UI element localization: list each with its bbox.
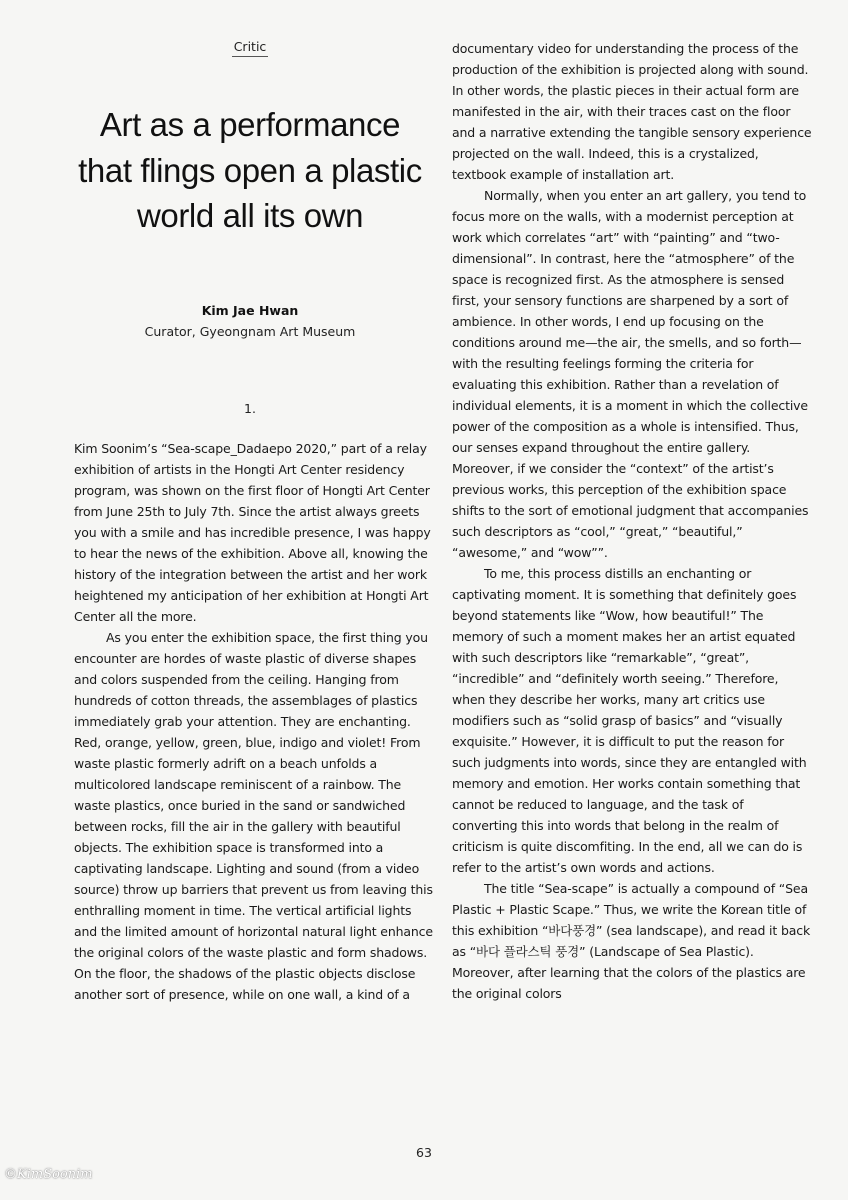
left-text-column xyxy=(74,438,434,1005)
right-text-column xyxy=(452,38,812,1004)
left-paragraph-1: Kim Soonim’s “Sea-scape_Dadaepo 2020,” part of a relay exhibition of artists in the Hongti Art Center residency program, was shown on the first floor of Hongti Art Center from June 25th to July 7th. Since the artist always greets you with a smile and has incredible presence, I was happy to hear the news of the exhibition. Above all, knowing the history of the integration between the artist and her work heightened my anticipation of her exhibition at Hongti Art Center all the more. xyxy=(74,441,431,624)
right-paragraph-3: To me, this process distills an enchanting or captivating moment. It is something that definitely goes beyond statements like “Wow, how beautiful!” The memory of such a moment makes her an artist equated with such descriptors like “remarkable”, “great”, “incredible” and “definitely worth seeing.” Therefore, when they describe her works, many art critics use modifiers such as “solid grasp of basics” and “visually exquisite.” However, it is difficult to put the reason for such judgments into words, since they are entangled with memory and emotion. Her works contain something that cannot be reduced to language, and the task of converting this into words that belong in the realm of criticism is quite discomfiting. In the end, all we can do is refer to the artist’s own words and actions. xyxy=(452,566,807,875)
right-paragraph-1: documentary video for understanding the process of the production of the exhibition is projected along with sound. In other words, the plastic pieces in their actual form are manifested in the air, with their traces cast on the floor and a narrative extending the tangible sensory experience projected on the wall. Indeed, this is a crystalized, textbook example of installation art. xyxy=(452,41,812,182)
right-paragraph-4: The title “Sea-scape” is actually a compound of “Sea Plastic + Plastic Scape.” Thus, we write the Korean title of this exhibition “바다풍경” (sea landscape), and read it back as “바다 플라스틱 풍경” (Landscape of Sea Plastic). Moreover, after learning that the colors of the plastics are the original colors xyxy=(452,881,811,1001)
author-name: Kim Jae Hwan xyxy=(201,303,299,318)
left-paragraph-2: As you enter the exhibition space, the first thing you encounter are hordes of waste plastic of diverse shapes and colors suspended from the ceiling. Hanging from hundreds of cotton threads, the assemblages of plastics immediately grab your attention. They are enchanting. Red, orange, yellow, green, blue, indigo and violet! From waste plastic formerly adrift on a beach unfolds a multicolored landscape reminiscent of a rainbow. The waste plastics, once buried in the sand or sandwiched between rocks, fill the air in the gallery with beautiful objects. The exhibition space is transformed into a captivating landscape. Lighting and sound (from a video source) throw up barriers that prevent us from leaving this enthralling moment in time. The vertical artificial lights and the limited amount of horizontal natural light enhance the original colors of the waste plastic and form shadows. On the floor, the shadows of the plastic objects disclose another sort of presence, while on one wall, a kind of a xyxy=(74,630,433,1002)
copyright-watermark: ©KimSoonim xyxy=(4,1167,93,1182)
page-number: 63 xyxy=(416,1145,432,1160)
right-paragraph-2: Normally, when you enter an art gallery, you tend to focus more on the walls, with a modernist perception at work which correlates “art” with “painting” and “two-dimensional”. In contrast, here the “atmosphere” of the space is recognized first. As the atmosphere is sensed first, your sensory functions are sharpened by a sort of ambience. In other words, I end up focusing on the conditions around me—the air, the smells, and so forth—with the resulting feelings forming the criteria for evaluating this exhibition. Rather than a revelation of individual elements, it is a moment in which the collective power of the composition as a whole is intensified. Thus, our senses expand throughout the entire gallery. Moreover, if we consider the “context” of the artist’s previous works, this perception of the exhibition space shifts to the sort of emotional judgment that accompanies such descriptors as “cool,” “great,” “beautiful,” “awesome,” and “wow””. xyxy=(452,188,809,560)
author-affiliation: Curator, Gyeongnam Art Museum xyxy=(144,324,356,339)
article-title: Art as a performance that flings open a plastic world all its own xyxy=(78,106,422,234)
section-number: 1. xyxy=(244,401,256,416)
section-label: Critic xyxy=(232,38,268,57)
